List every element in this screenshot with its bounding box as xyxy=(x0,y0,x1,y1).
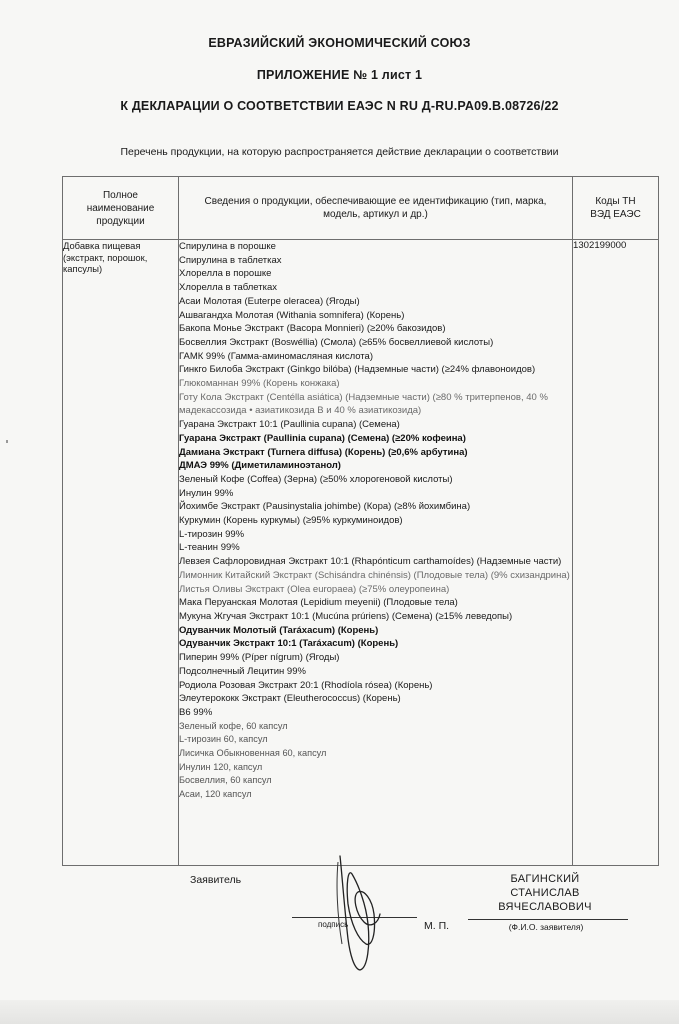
list-item: B6 99% xyxy=(179,706,213,718)
list-item: Асаи, 120 капсул xyxy=(179,789,252,800)
list-item: Босвеллия Экстракт (Boswéllia) (Смола) (≥65% босвеллиевой кислоты) xyxy=(179,336,494,348)
list-item: Пиперин 99% (Píper nígrum) (Ягоды) xyxy=(179,652,340,664)
list-item: Хлорелла в порошке xyxy=(179,268,272,280)
list-item: Родиола Розовая Экстракт 20:1 (Rhodíola rósea) (Корень) xyxy=(179,679,433,691)
list-item: Лисичка Обыкновенная 60, капсул xyxy=(179,748,327,759)
list-item: Спирулина в таблетках xyxy=(179,254,282,266)
applicant-label: Заявитель xyxy=(190,874,242,886)
product-info-cell xyxy=(179,240,573,866)
list-item: Зеленый кофе, 60 капсул xyxy=(179,720,288,731)
list-item: Листья Оливы Экстракт (Olea europaea) (≥75% олеуропеина) xyxy=(179,583,450,595)
list-item: Гинкго Билоба Экстракт (Ginkgo bilóba) (Надземные части) (≥24% флавоноидов) xyxy=(179,364,536,376)
list-item: Босвеллия, 60 капсул xyxy=(179,775,272,786)
table-header-row xyxy=(63,177,659,240)
declaration-number: К ДЕКЛАРАЦИИ О СООТВЕТСТВИИ ЕАЭС N RU Д-RU.РА09.В.08726/22 xyxy=(120,99,559,113)
list-item: Инулин 120, капсул xyxy=(179,761,263,772)
scan-dot xyxy=(6,440,8,443)
list-item: Мукуна Жгучая Экстракт 10:1 (Mucúna prúriens) (Семена) (≥15% леведопы) xyxy=(179,610,513,622)
product-name-cell: Добавка пищевая (экстракт, порошок, капсулы) xyxy=(63,240,179,866)
list-item: L-тирозин 99% xyxy=(179,528,245,540)
list-item: Инулин 99% xyxy=(179,487,234,499)
list-item: Ашвагандха Молотая (Withania somnifera) (Корень) xyxy=(179,309,405,321)
list-item: Гуарана Экстракт (Paullinia cupana) (Семена) (≥20% кофеина) xyxy=(179,432,466,444)
list-item: L-теанин 99% xyxy=(179,542,240,554)
name-line xyxy=(468,919,628,920)
list-item: Хлорелла в таблетках xyxy=(179,282,278,294)
list-item: Подсолнечный Лецитин 99% xyxy=(179,665,306,677)
list-item: Элеутерококк Экстракт (Eleutherococcus) (Корень) xyxy=(179,693,401,705)
list-item: Левзея Сафлоровидная Экстракт 10:1 (Rhapónticum carthamoídes) (Надземные части) xyxy=(179,556,562,568)
product-list xyxy=(179,240,572,802)
list-item: Асаи Молотая (Euterpe oleracea) (Ягоды) xyxy=(179,295,360,307)
list-subtitle: Перечень продукции, на которую распространяется действие декларации о соответствии xyxy=(120,146,559,158)
col-header-info: Сведения о продукции, обеспечивающие ее идентификацию (тип, марка, модель, артикул и др.) xyxy=(179,177,573,240)
applicant-name xyxy=(470,872,620,914)
list-item: Одуванчик Экстракт 10:1 (Taráxacum) (Корень) xyxy=(179,638,399,650)
list-item: Куркумин (Корень куркумы) (≥95% куркуминоидов) xyxy=(179,515,403,527)
col-header-name: Полное наименование продукции xyxy=(63,177,179,240)
name-patronymic: ВЯЧЕСЛАВОВИЧ xyxy=(498,901,592,913)
code-cell: 1302199000 xyxy=(573,240,659,866)
name-surname: БАГИНСКИЙ xyxy=(510,873,580,885)
name-first: СТАНИСЛАВ xyxy=(510,887,580,899)
list-item: Мака Перуанская Молотая (Lepidium meyenii) (Плодовые тела) xyxy=(179,597,458,609)
list-item: ГАМК 99% (Гамма-аминомасляная кислота) xyxy=(179,350,373,362)
list-item: ДМАЭ 99% (Диметиламиноэтанол) xyxy=(179,460,341,472)
handwritten-signature-icon xyxy=(318,844,398,974)
signature-caption: подпись xyxy=(318,920,349,929)
table-row xyxy=(63,240,659,866)
list-item: Глюкоманнан 99% (Корень конжака) xyxy=(179,378,340,390)
list-item: Готу Кола Экстракт (Centélla asiática) (Надземные части) (≥80 % тритерпенов, 40 % мадекассозида • азиатикозида В и 40 % азиатикозида) xyxy=(179,391,548,417)
list-item: Бакопа Монье Экстракт (Bacopa Monnieri) (≥20% бакозидов) xyxy=(179,323,446,335)
appendix-title: ПРИЛОЖЕНИЕ № 1 лист 1 xyxy=(256,68,423,82)
list-item: Зеленый Кофе (Coffea) (Зерна) (≥50% хлорогеновой кислоты) xyxy=(179,473,453,485)
scan-edge xyxy=(0,1000,679,1024)
list-item: Спирулина в порошке xyxy=(179,241,276,252)
list-item: L-тирозин 60, капсул xyxy=(179,734,268,745)
col-header-code: Коды ТН ВЭД ЕАЭС xyxy=(573,177,659,240)
stamp-label: М. П. xyxy=(424,920,450,932)
union-title: ЕВРАЗИЙСКИЙ ЭКОНОМИЧЕСКИЙ СОЮЗ xyxy=(208,36,471,50)
list-item: Гуарана Экстракт 10:1 (Paullinia cupana) (Семена) xyxy=(179,419,400,431)
products-table xyxy=(62,176,659,866)
list-item: Лимонник Китайский Экстракт (Schisándra chinénsis) (Плодовые тела) (9% схизандрина) xyxy=(179,569,570,581)
fio-caption: (Ф.И.О. заявителя) xyxy=(508,922,584,932)
list-item: Одуванчик Молотый (Taráxacum) (Корень) xyxy=(179,624,379,636)
list-item: Йохимбе Экстракт (Pausinystalia johimbe) (Кора) (≥8% йохимбина) xyxy=(179,501,471,513)
list-item: Дамиана Экстракт (Turnera diffusa) (Корень) (≥0,6% арбутина) xyxy=(179,446,468,458)
